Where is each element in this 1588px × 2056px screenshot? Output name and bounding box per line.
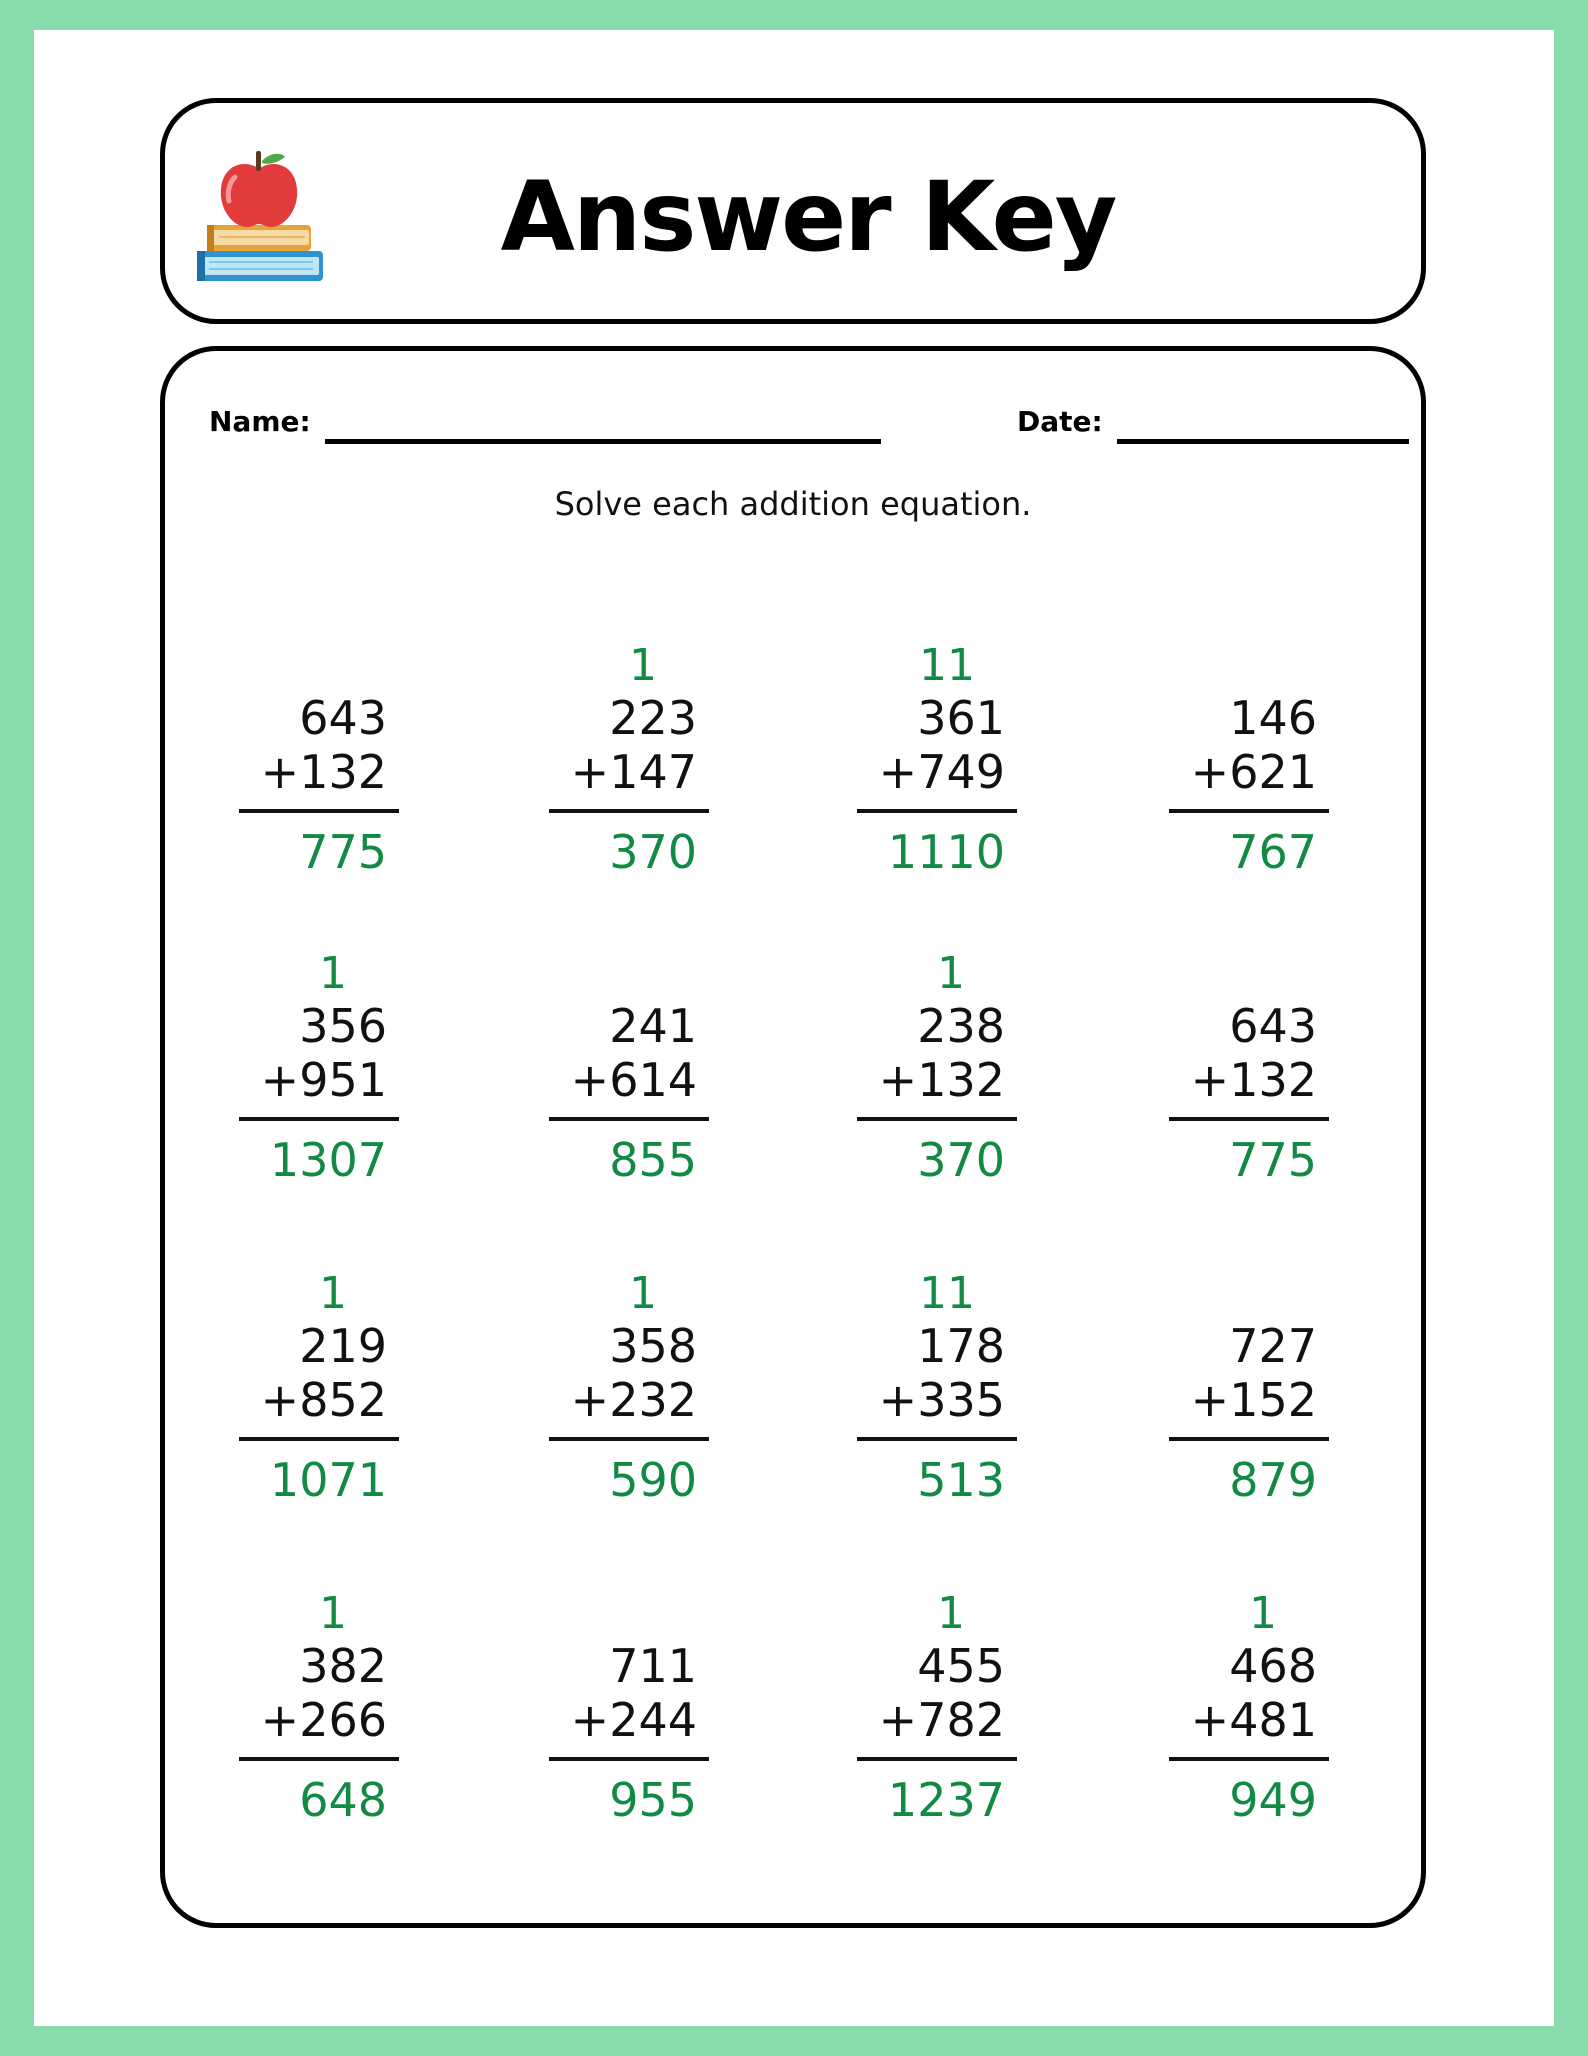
header-box [160,98,1426,324]
sum-line [239,1437,399,1441]
top-addend: 382 [299,1639,387,1693]
addition-problem [857,1589,1017,1839]
top-addend: 455 [917,1639,1005,1693]
carry-digits: 1 [937,1588,965,1639]
addition-problem [1169,1269,1329,1519]
sum-line [1169,1437,1329,1441]
addition-problem [549,949,709,1199]
bottom-addend: +244 [570,1693,697,1747]
carry-digits: 1 [319,1268,347,1319]
carry-digits: 1 [1249,1588,1277,1639]
answer-value[interactable]: 1110 [887,825,1005,879]
bottom-addend: +132 [260,745,387,799]
carry-digits: 1 [629,1268,657,1319]
bottom-addend: +951 [260,1053,387,1107]
worksheet-box [160,346,1426,1928]
answer-value[interactable]: 590 [609,1453,697,1507]
sum-line [857,1437,1017,1441]
top-addend: 146 [1229,691,1317,745]
top-addend: 711 [609,1639,697,1693]
carry-digits: 11 [919,640,975,691]
carry-digits: 11 [919,1268,975,1319]
addition-problem [549,1269,709,1519]
addition-problem [857,1269,1017,1519]
top-addend: 356 [299,999,387,1053]
addition-problem [1169,949,1329,1199]
addition-problem [239,949,399,1199]
addition-problem [857,641,1017,891]
addition-problem [239,1269,399,1519]
sum-line [857,1757,1017,1761]
bottom-addend: +481 [1190,1693,1317,1747]
sum-line [857,1117,1017,1121]
answer-value[interactable]: 648 [299,1773,387,1827]
instructions: Solve each addition equation. [554,485,1032,523]
page-title: Answer Key [500,161,1116,273]
top-addend: 643 [1229,999,1317,1053]
top-addend: 178 [917,1319,1005,1373]
carry-digits: 1 [937,948,965,999]
bottom-addend: +132 [878,1053,1005,1107]
bottom-addend: +147 [570,745,697,799]
top-addend: 238 [917,999,1005,1053]
top-addend: 358 [609,1319,697,1373]
bottom-addend: +266 [260,1693,387,1747]
name-line[interactable] [325,439,881,444]
bottom-addend: +782 [878,1693,1005,1747]
addition-problem [1169,1589,1329,1839]
top-addend: 241 [609,999,697,1053]
bottom-addend: +132 [1190,1053,1317,1107]
bottom-addend: +614 [570,1053,697,1107]
answer-value[interactable]: 775 [299,825,387,879]
sum-line [549,1437,709,1441]
answer-value[interactable]: 775 [1229,1133,1317,1187]
bottom-addend: +621 [1190,745,1317,799]
top-addend: 223 [609,691,697,745]
name-label: Name: [209,405,311,438]
addition-problem [1169,641,1329,891]
sum-line [857,809,1017,813]
bottom-addend: +152 [1190,1373,1317,1427]
sum-line [549,1117,709,1121]
sum-line [1169,1117,1329,1121]
top-addend: 361 [917,691,1005,745]
answer-value[interactable]: 955 [609,1773,697,1827]
answer-value[interactable]: 1071 [269,1453,387,1507]
answer-value[interactable]: 513 [917,1453,1005,1507]
bottom-addend: +335 [878,1373,1005,1427]
answer-value[interactable]: 949 [1229,1773,1317,1827]
bottom-addend: +749 [878,745,1005,799]
sum-line [549,809,709,813]
bottom-addend: +852 [260,1373,387,1427]
answer-value[interactable]: 767 [1229,825,1317,879]
sum-line [1169,1757,1329,1761]
answer-value[interactable]: 879 [1229,1453,1317,1507]
carry-digits: 1 [319,948,347,999]
answer-value[interactable]: 370 [609,825,697,879]
answer-value[interactable]: 855 [609,1133,697,1187]
addition-problem [549,641,709,891]
carry-digits: 1 [319,1588,347,1639]
answer-value[interactable]: 1237 [887,1773,1005,1827]
top-addend: 219 [299,1319,387,1373]
date-label: Date: [1017,405,1103,438]
top-addend: 643 [299,691,387,745]
top-addend: 468 [1229,1639,1317,1693]
addition-problem [549,1589,709,1839]
answer-value[interactable]: 1307 [269,1133,387,1187]
bottom-addend: +232 [570,1373,697,1427]
sum-line [239,1117,399,1121]
date-line[interactable] [1117,439,1409,444]
carry-digits: 1 [629,640,657,691]
top-addend: 727 [1229,1319,1317,1373]
sum-line [549,1757,709,1761]
addition-problem [239,641,399,891]
addition-problem [239,1589,399,1839]
answer-value[interactable]: 370 [917,1133,1005,1187]
addition-problem [857,949,1017,1199]
sum-line [239,1757,399,1761]
sum-line [239,809,399,813]
sum-line [1169,809,1329,813]
